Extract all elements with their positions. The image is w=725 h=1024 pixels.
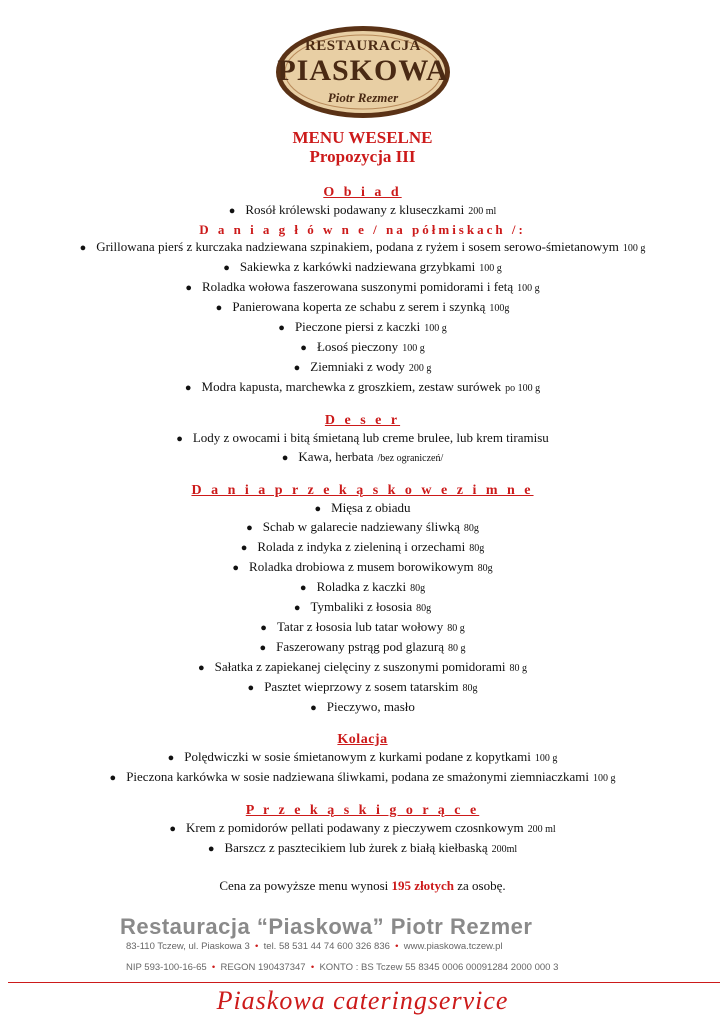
menu-item-amount: 80g <box>462 683 478 694</box>
menu-item-text: Łosoś pieczony <box>316 339 399 354</box>
menu-item-amount: 80g <box>416 603 432 614</box>
bullet-icon: ● <box>215 302 223 314</box>
menu-item-text: Sałatka z zapiekanej cielęciny z suszonymi pomidorami <box>214 659 506 674</box>
bullet-icon: ● <box>246 522 253 534</box>
menu-item <box>0 378 725 398</box>
footer-ids-line <box>126 962 558 973</box>
menu-item-text: Rolada z indyka z zieleniną i orzechami <box>257 539 466 554</box>
menu-item <box>0 678 725 698</box>
menu-item <box>0 358 725 378</box>
section-heading-deser: D e s e r <box>324 413 401 428</box>
menu-item <box>0 238 725 258</box>
menu-item-amount: 200 ml <box>468 206 497 217</box>
menu-item-amount: 100 g <box>592 773 616 784</box>
zimne-list <box>0 499 725 717</box>
menu-item <box>0 748 725 768</box>
menu-title: MENU WESELNE <box>292 128 433 147</box>
menu-item-text: Krem z pomidorów pellati podawany z pieczywem czosnkowym <box>186 820 524 835</box>
menu-item <box>0 318 725 338</box>
menu-item-text: Roladka drobiowa z musem borowikowym <box>249 559 474 574</box>
menu-item-text: Rosół królewski podawany z kluseczkami <box>245 202 465 217</box>
menu-item-amount: 100g <box>489 303 510 314</box>
menu-item <box>0 558 725 578</box>
menu-item <box>0 638 725 658</box>
menu-item-text: Modra kapusta, marchewka z groszkiem, zestaw surówek <box>201 379 502 394</box>
bullet-icon: ● <box>232 562 240 574</box>
menu-item-text: Barszcz z pasztecikiem lub żurek z białą kiełbaską <box>224 840 488 855</box>
bullet-icon: ● <box>109 772 117 784</box>
bullet-icon: ● <box>184 382 192 394</box>
menu-item <box>0 819 725 839</box>
menu-item-amount: 80g <box>469 543 485 554</box>
separator-dot-icon: • <box>209 962 218 973</box>
bullet-icon: ● <box>293 362 301 374</box>
menu-item-text: Panierowana koperta ze schabu z serem i szynką <box>232 299 486 314</box>
bullet-icon: ● <box>169 823 177 835</box>
footer-website[interactable]: www.piaskowa.tczew.pl <box>403 941 503 952</box>
footer-konto: KONTO : BS Tczew 55 8345 0006 00091284 2000 000 3 <box>319 962 559 973</box>
menu-item-text: Roladka z kaczki <box>316 579 407 594</box>
menu-item <box>0 499 725 518</box>
menu-item <box>0 598 725 618</box>
menu-item <box>0 578 725 598</box>
dania-glowne-list <box>0 238 725 398</box>
price-value: 195 złotych <box>391 878 455 893</box>
bullet-icon: ● <box>207 843 215 855</box>
bullet-icon: ● <box>197 662 205 674</box>
menu-item-text: Grillowana pierś z kurczaka nadziewana szpinakiem, podana z ryżem i sosem serowo-śmietanowym <box>96 239 619 254</box>
bullet-icon: ● <box>278 322 285 334</box>
bullet-icon: ● <box>260 622 267 634</box>
bullet-icon: ● <box>228 205 236 217</box>
kolacja-list <box>0 748 725 788</box>
bullet-icon: ● <box>299 582 307 594</box>
menu-item <box>0 768 725 788</box>
section-heading-kolacja: Kolacja <box>337 732 388 747</box>
menu-item-text: Pieczona karkówka w sosie nadziewana śliwkami, podana ze smażonymi ziemniaczkami <box>126 769 589 784</box>
menu-item-text: Tatar z łososia lub tatar wołowy <box>276 619 444 634</box>
menu-item-amount: 100 g <box>517 283 540 294</box>
footer-restaurant-name: Restauracja “Piaskowa” Piotr Rezmer <box>120 914 533 939</box>
gorace-list <box>0 819 725 859</box>
menu-item-text: Pieczywo, masło <box>326 699 415 714</box>
bullet-icon: ● <box>247 682 255 694</box>
menu-item-amount: 200 g <box>408 363 432 374</box>
price-text-after: za osobę. <box>457 878 506 893</box>
menu-item <box>0 429 725 448</box>
bullet-icon: ● <box>314 503 322 515</box>
menu-item <box>0 518 725 538</box>
bullet-icon: ● <box>223 262 230 274</box>
price-text-before: Cena za powyższe menu wynosi <box>219 878 389 893</box>
menu-item-amount: /bez ograniczeń/ <box>377 453 444 464</box>
deser-list <box>0 429 725 468</box>
menu-item-amount: 80 g <box>447 623 465 634</box>
bullet-icon: ● <box>259 642 267 654</box>
menu-item-amount: 100 g <box>479 263 502 274</box>
menu-item <box>0 298 725 318</box>
menu-item-text: Tymbaliki z łososia <box>310 599 413 614</box>
menu-item-amount: 200 ml <box>527 824 556 835</box>
menu-subtitle: Propozycja III <box>309 147 416 166</box>
menu-item-text: Polędwiczki w sosie śmietanowym z kurkami podane z kopytkami <box>184 749 531 764</box>
menu-item <box>0 658 725 678</box>
bullet-icon: ● <box>300 342 307 354</box>
separator-dot-icon: • <box>392 941 402 952</box>
menu-item <box>0 201 725 221</box>
separator-dot-icon: • <box>252 941 261 952</box>
menu-item-text: Ziemniaki z wody <box>310 359 405 374</box>
separator-dot-icon: • <box>308 962 317 973</box>
logo-line-2: PIASKOWA <box>277 54 449 87</box>
menu-item-amount: 80g <box>410 583 426 594</box>
menu-content <box>0 128 725 895</box>
menu-item-amount: 100 g <box>622 243 646 254</box>
menu-item-text: Mięsa z obiadu <box>331 500 411 515</box>
footer-address: 83-110 Tczew, ul. Piaskowa 3 <box>126 941 250 952</box>
menu-item <box>0 839 725 859</box>
bullet-icon: ● <box>176 433 183 445</box>
menu-item-text: Faszerowany pstrąg pod glazurą <box>276 639 444 654</box>
bullet-icon: ● <box>240 542 248 554</box>
menu-item <box>0 278 725 298</box>
restaurant-logo <box>274 24 452 120</box>
bullet-icon: ● <box>293 602 301 614</box>
footer-divider <box>8 982 720 983</box>
menu-item-text: Sakiewka z karkówki nadziewana grzybkami <box>239 259 476 274</box>
menu-item <box>0 448 725 468</box>
footer-regon: REGON 190437347 <box>220 962 306 973</box>
menu-item-amount: 80g <box>477 563 493 574</box>
menu-item-amount: 80 g <box>448 643 466 654</box>
menu-item-amount: 200ml <box>491 844 518 855</box>
section-heading-zimne: D a n i a p r z e k ą s k o w e z i m n e <box>191 483 534 498</box>
menu-item <box>0 538 725 558</box>
menu-item-amount: po 100 g <box>505 383 541 394</box>
menu-item <box>0 258 725 278</box>
menu-item-amount: 80g <box>463 523 479 534</box>
logo-line-1: RESTAURACJA <box>304 38 422 54</box>
footer-nip: NIP 593-100-16-65 <box>126 962 207 973</box>
menu-item <box>0 338 725 358</box>
menu-item <box>0 698 725 717</box>
obiad-list <box>0 201 725 221</box>
bullet-icon: ● <box>281 452 289 464</box>
menu-item-text: Pasztet wieprzowy z sosem tatarskim <box>264 679 459 694</box>
menu-item-amount: 80 g <box>509 663 528 674</box>
menu-item <box>0 618 725 638</box>
footer-contact-line <box>126 941 503 952</box>
section-heading-dania-glowne: D a n i a g ł ó w n e / na półmiskach /: <box>199 222 526 237</box>
bullet-icon: ● <box>167 752 175 764</box>
price-line <box>0 877 725 895</box>
section-heading-gorace: P r z e k ą s k i g o r ą c e <box>245 803 480 818</box>
bullet-icon: ● <box>79 242 87 254</box>
menu-item-amount: 100 g <box>424 323 447 334</box>
bullet-icon: ● <box>185 282 192 294</box>
menu-item-text: Lody z owocami i bitą śmietaną lub creme brulee, lub krem tiramisu <box>192 430 549 445</box>
menu-item-amount: 100 g <box>534 753 558 764</box>
footer-phone: tel. 58 531 44 74 600 326 836 <box>263 941 390 952</box>
menu-item-text: Kawa, herbata <box>298 449 374 464</box>
menu-item-text: Roladka wołowa faszerowana suszonymi pomidorami i fetą <box>201 279 514 294</box>
catering-logo: Piaskowa cateringservice <box>216 986 509 1015</box>
bullet-icon: ● <box>310 702 317 714</box>
menu-item-text: Pieczone piersi z kaczki <box>294 319 421 334</box>
section-heading-obiad: O b i a d <box>323 185 402 200</box>
logo-line-3: Piotr Rezmer <box>327 90 399 105</box>
menu-item-amount: 100 g <box>402 343 425 354</box>
menu-item-text: Schab w galarecie nadziewany śliwką <box>262 519 460 534</box>
